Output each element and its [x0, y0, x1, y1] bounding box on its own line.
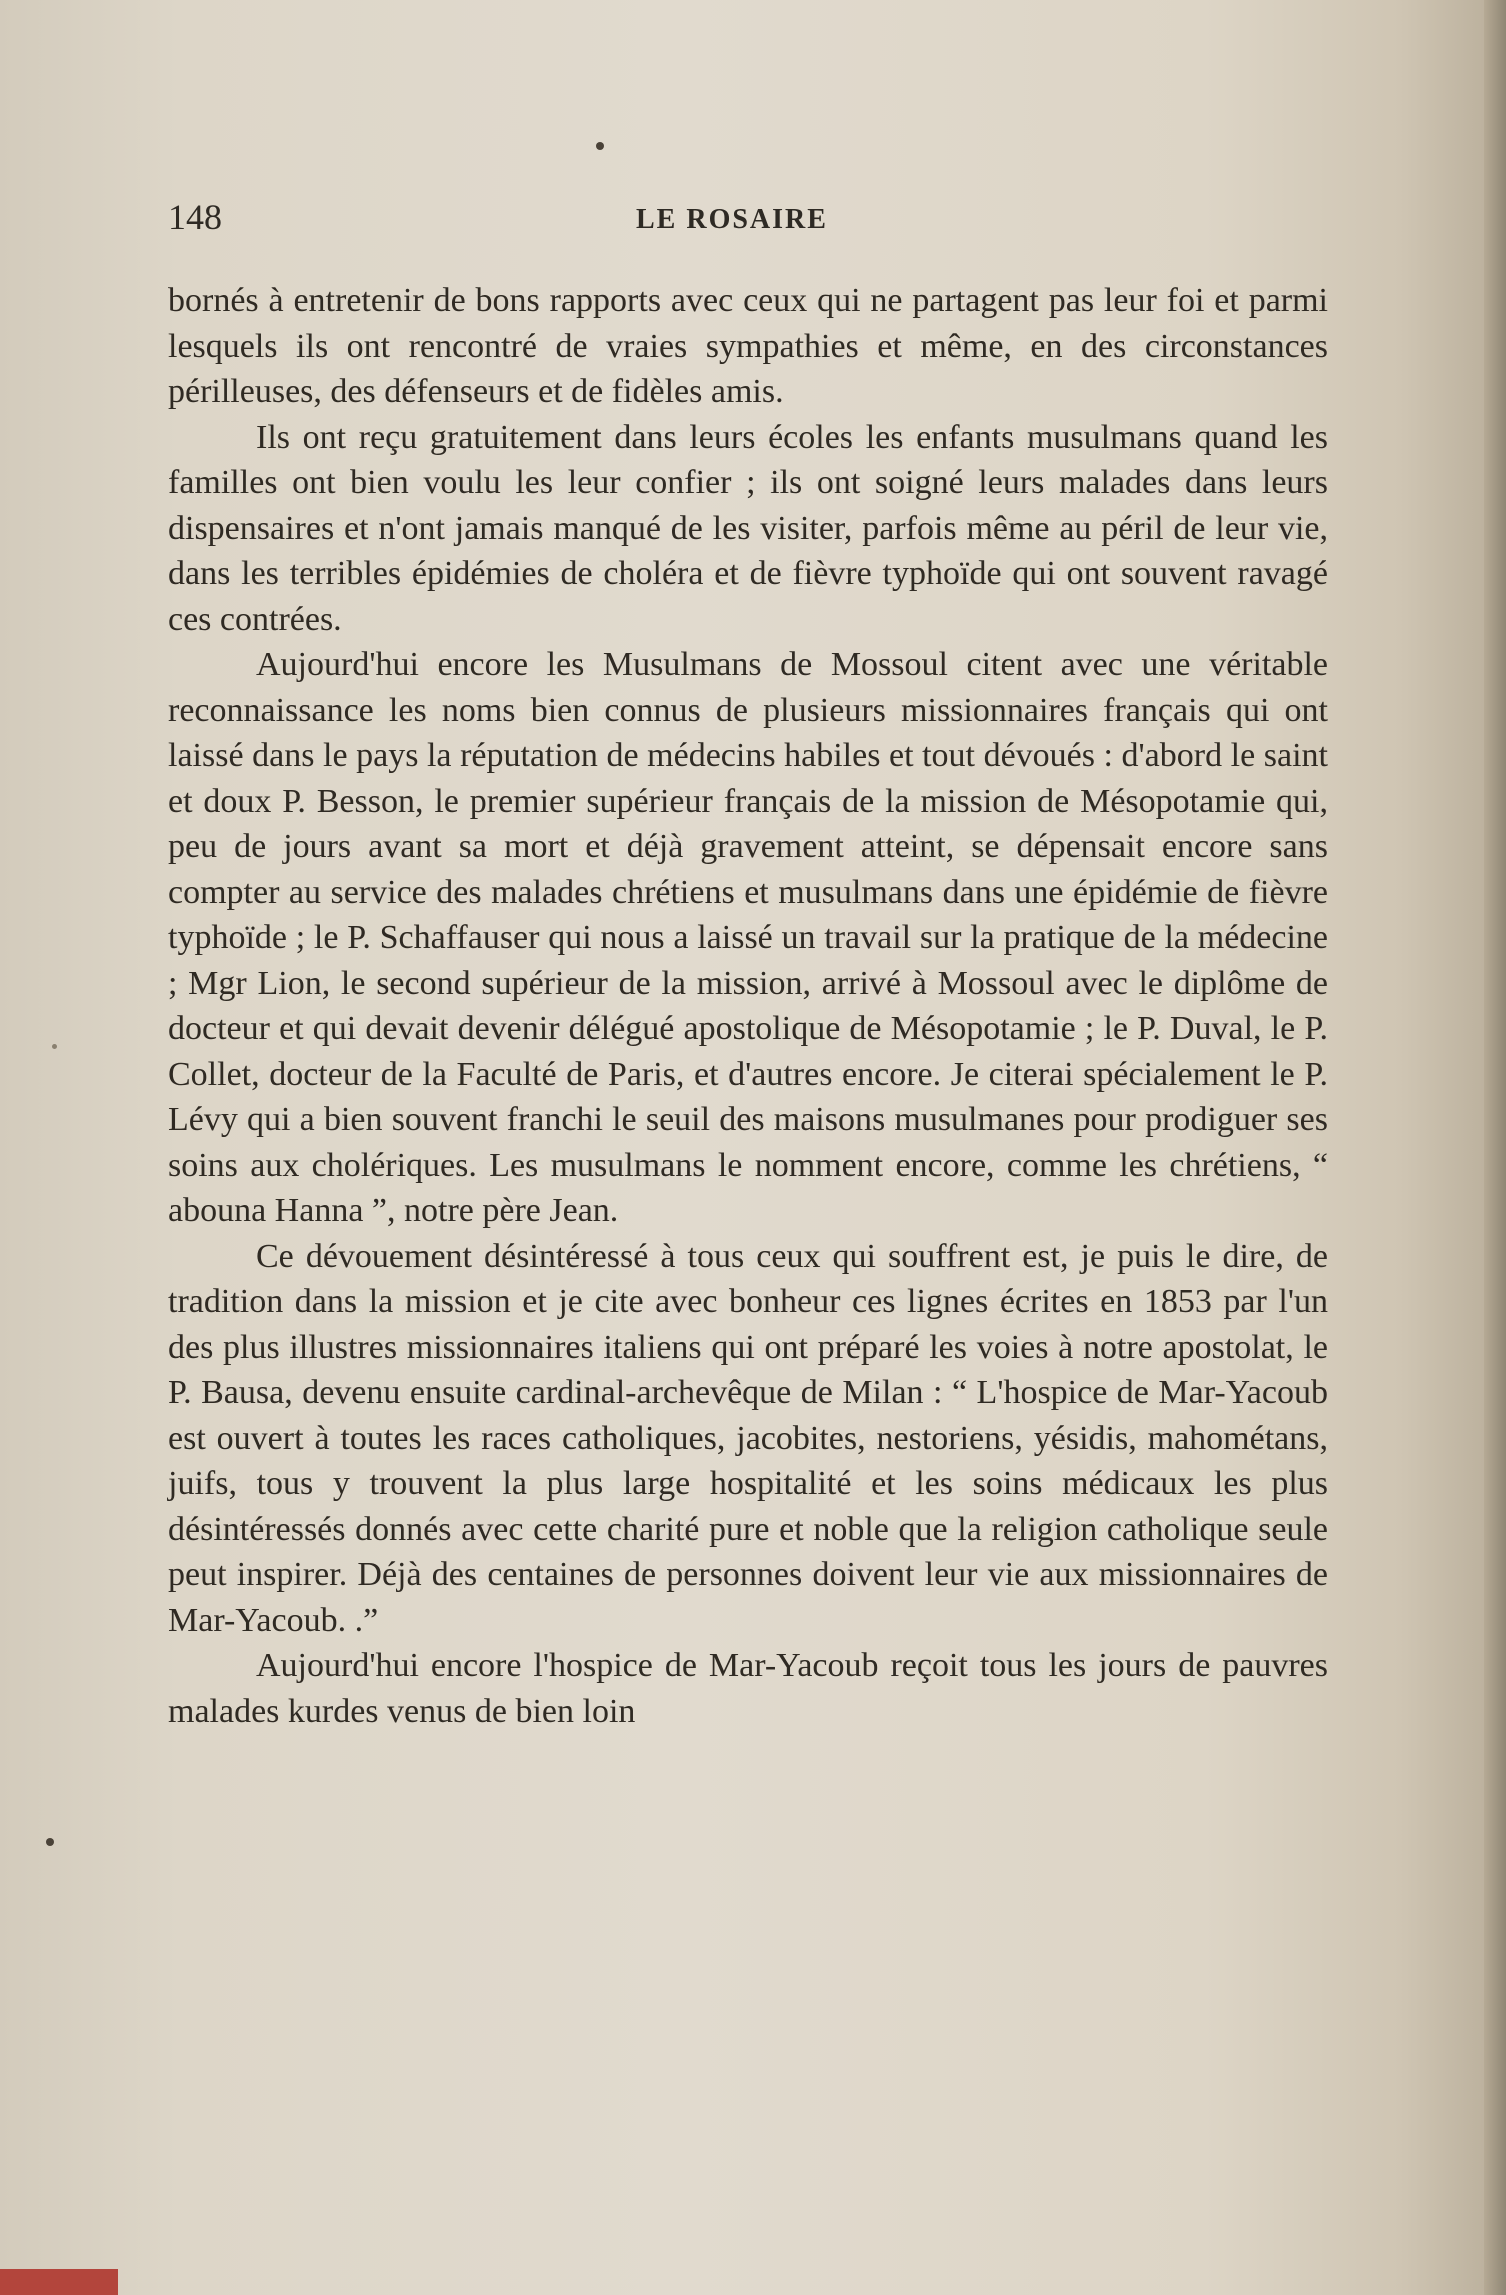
paragraph-3: Aujourd'hui encore les Musulmans de Mossoul citent avec une véritable reconnaissance les noms bien connus de plusieurs missionnaires français qui ont laissé dans le pays la réputation de médecins habiles et tout dévoués : d'abord le saint et doux P. Besson, le premier supérieur français de la mission de Mésopotamie qui, peu de jours avant sa mort et déjà gravement atteint, se dépensait encore sans compter au service des malades chrétiens et musulmans dans une épidémie de fièvre typhoïde ; le P. Schaffauser qui nous a laissé un travail sur la pratique de la médecine ; Mgr Lion, le second supérieur de la mission, arrivé à Mossoul avec le diplôme de docteur et qui devait devenir délégué apostolique de Mésopotamie ; le P. Duval, le P. Collet, docteur de la Faculté de Paris, et d'autres encore. Je citerai spécialement le P. Lévy qui a bien souvent franchi le seuil des maisons musulmanes pour prodiguer ses soins aux cholériques. Les musulmans le nomment encore, comme les chrétiens, “ abouna Hanna ”, notre père Jean. — [168, 646, 1328, 1229]
page-number: 148 — [168, 197, 222, 237]
ink-speck — [52, 1044, 57, 1049]
running-title: LE ROSAIRE — [636, 204, 828, 235]
page-edge-shadow — [1484, 0, 1506, 2295]
paragraph-2: Ils ont reçu gratuitement dans leurs écoles les enfants musulmans quand les familles ont bien voulu les leur confier ; ils ont soigné leurs malades dans leurs dispensaires et n'ont jamais manqué de les visiter, parfois même au péril de leur vie, dans les terribles épidémies de choléra et de fièvre typhoïde qui ont souvent ravagé ces contrées. — [168, 418, 1328, 638]
body-text — [168, 278, 1328, 1734]
ink-speck — [46, 1838, 54, 1846]
page-header — [168, 196, 1328, 246]
ink-speck — [596, 142, 604, 150]
paragraph-1: bornés à entretenir de bons rapports avec ceux qui ne partagent pas leur foi et parmi lesquels ils ont rencontré de vraies sympathies et même, en des circonstances périlleuses, des défenseurs et de fidèles amis. — [168, 282, 1328, 410]
paragraph-4: Ce dévouement désintéressé à tous ceux qui souffrent est, je puis le dire, de tradition dans la mission et je cite avec bonheur ces lignes écrites en 1853 par l'un des plus illustres missionnaires italiens qui ont préparé les voies à notre apostolat, le P. Bausa, devenu ensuite cardinal-archevêque de Milan : “ L'hospice de Mar-Yacoub est ouvert à toutes les races catholiques, jacobites, nestoriens, yésidis, mahométans, juifs, tous y trouvent la plus large hospitalité et les soins médicaux les plus désintéressés donnés avec cette charité pure et noble que la religion catholique seule peut inspirer. Déjà des centaines de personnes doivent leur vie aux missionnaires de Mar-Yacoub. .” — [168, 1237, 1328, 1639]
paragraph-5: Aujourd'hui encore l'hospice de Mar-Yacoub reçoit tous les jours de pauvres malades kurdes venus de bien loin — [168, 1647, 1328, 1730]
bottom-tab-marker — [0, 2269, 118, 2295]
